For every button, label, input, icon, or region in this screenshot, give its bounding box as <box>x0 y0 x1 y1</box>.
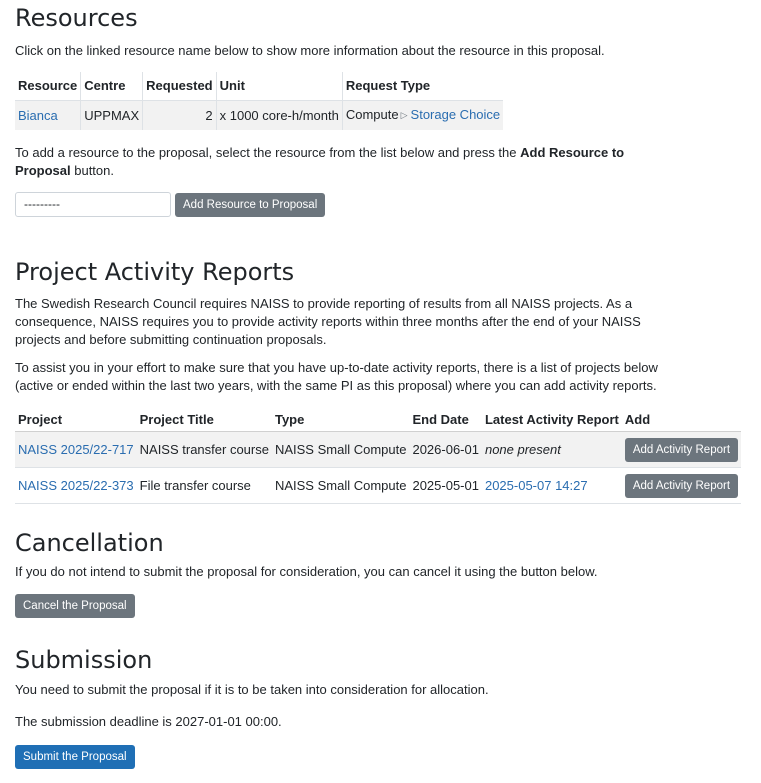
resource-request-type <box>342 101 503 131</box>
add-activity-report-button[interactable]: Add Activity Report <box>625 474 738 498</box>
add-instructions-tail: button. <box>70 163 114 178</box>
project-link[interactable]: NAISS 2025/22-373 <box>18 477 134 493</box>
project-type: NAISS Small Compute <box>274 477 407 493</box>
project-title: File transfer course <box>139 477 251 493</box>
col-unit: Unit <box>216 72 342 101</box>
disclosure-triangle-icon[interactable]: ▷ <box>400 110 408 120</box>
col-requested: Requested <box>143 72 216 101</box>
activity-para-2: To assist you in your effort to make sure that you have up-to-date activity reports, there is a list of projects below (active or ended within the last two years, with the same PI as this proposal) where you can add activity reports. <box>15 360 658 393</box>
resource-row <box>15 101 503 131</box>
activity-header-row <box>15 407 741 432</box>
col-type: Type <box>272 407 410 432</box>
col-latest-report: Latest Activity Report <box>482 407 622 432</box>
col-end-date: End Date <box>409 407 482 432</box>
project-end-date: 2025-05-01 <box>412 477 479 493</box>
resource-link-bianca[interactable]: Bianca <box>18 107 58 123</box>
cancellation-heading: Cancellation <box>15 529 164 557</box>
project-end-date: 2026-06-01 <box>412 441 479 457</box>
submit-proposal-button[interactable]: Submit the Proposal <box>15 745 135 769</box>
add-resource-button[interactable]: Add Resource to Proposal <box>175 193 325 217</box>
add-resource-instructions <box>15 144 655 180</box>
project-link[interactable]: NAISS 2025/22-717 <box>18 441 134 457</box>
submission-deadline: The submission deadline is 2027-01-01 00:00. <box>15 714 282 729</box>
table-row <box>15 468 741 504</box>
resources-table <box>15 72 503 130</box>
cancellation-text: If you do not intend to submit the proposal for consideration, you can cancel it using the button below. <box>15 564 598 579</box>
col-project: Project <box>15 407 137 432</box>
resources-intro: Click on the linked resource name below to show more information about the resource in this proposal. <box>15 43 605 58</box>
resource-centre: UPPMAX <box>81 101 143 131</box>
request-type-label: Compute <box>345 107 399 122</box>
submission-heading: Submission <box>15 646 153 674</box>
project-title: NAISS transfer course <box>139 441 269 457</box>
col-project-title: Project Title <box>137 407 272 432</box>
activity-para-1: The Swedish Research Council requires NAISS to provide reporting of results from all NAISS projects. As a consequence, NAISS requires you to provide activity reports within three months after the end of your NAISS projects and before submitting continuation proposals. <box>15 296 641 347</box>
storage-choice-link[interactable]: Storage Choice <box>410 107 501 122</box>
add-resource-row <box>15 192 746 217</box>
add-instructions-bold: Add Resource to Proposal <box>15 145 625 178</box>
resource-requested: 2 <box>143 101 216 131</box>
resources-header-row <box>15 72 503 101</box>
resource-select[interactable]: --------- <box>15 192 171 217</box>
submission-text: You need to submit the proposal if it is to be taken into consideration for allocation. <box>15 682 489 697</box>
col-request-type: Request Type <box>342 72 503 101</box>
col-add: Add <box>622 407 741 432</box>
latest-report: none present <box>484 441 561 457</box>
table-row <box>15 432 741 468</box>
resources-heading: Resources <box>15 4 138 32</box>
add-activity-report-button[interactable]: Add Activity Report <box>625 438 738 462</box>
latest-report-link[interactable]: 2025-05-07 14:27 <box>484 477 588 493</box>
activity-heading: Project Activity Reports <box>15 258 295 286</box>
project-type: NAISS Small Compute <box>274 441 407 457</box>
cancel-proposal-button[interactable]: Cancel the Proposal <box>15 594 135 618</box>
add-instructions-text: To add a resource to the proposal, select the resource from the list below and press the <box>15 145 521 160</box>
col-centre: Centre <box>81 72 143 101</box>
resource-unit: x 1000 core-h/month <box>216 101 342 131</box>
activity-table <box>15 407 741 504</box>
col-resource: Resource <box>15 72 81 101</box>
